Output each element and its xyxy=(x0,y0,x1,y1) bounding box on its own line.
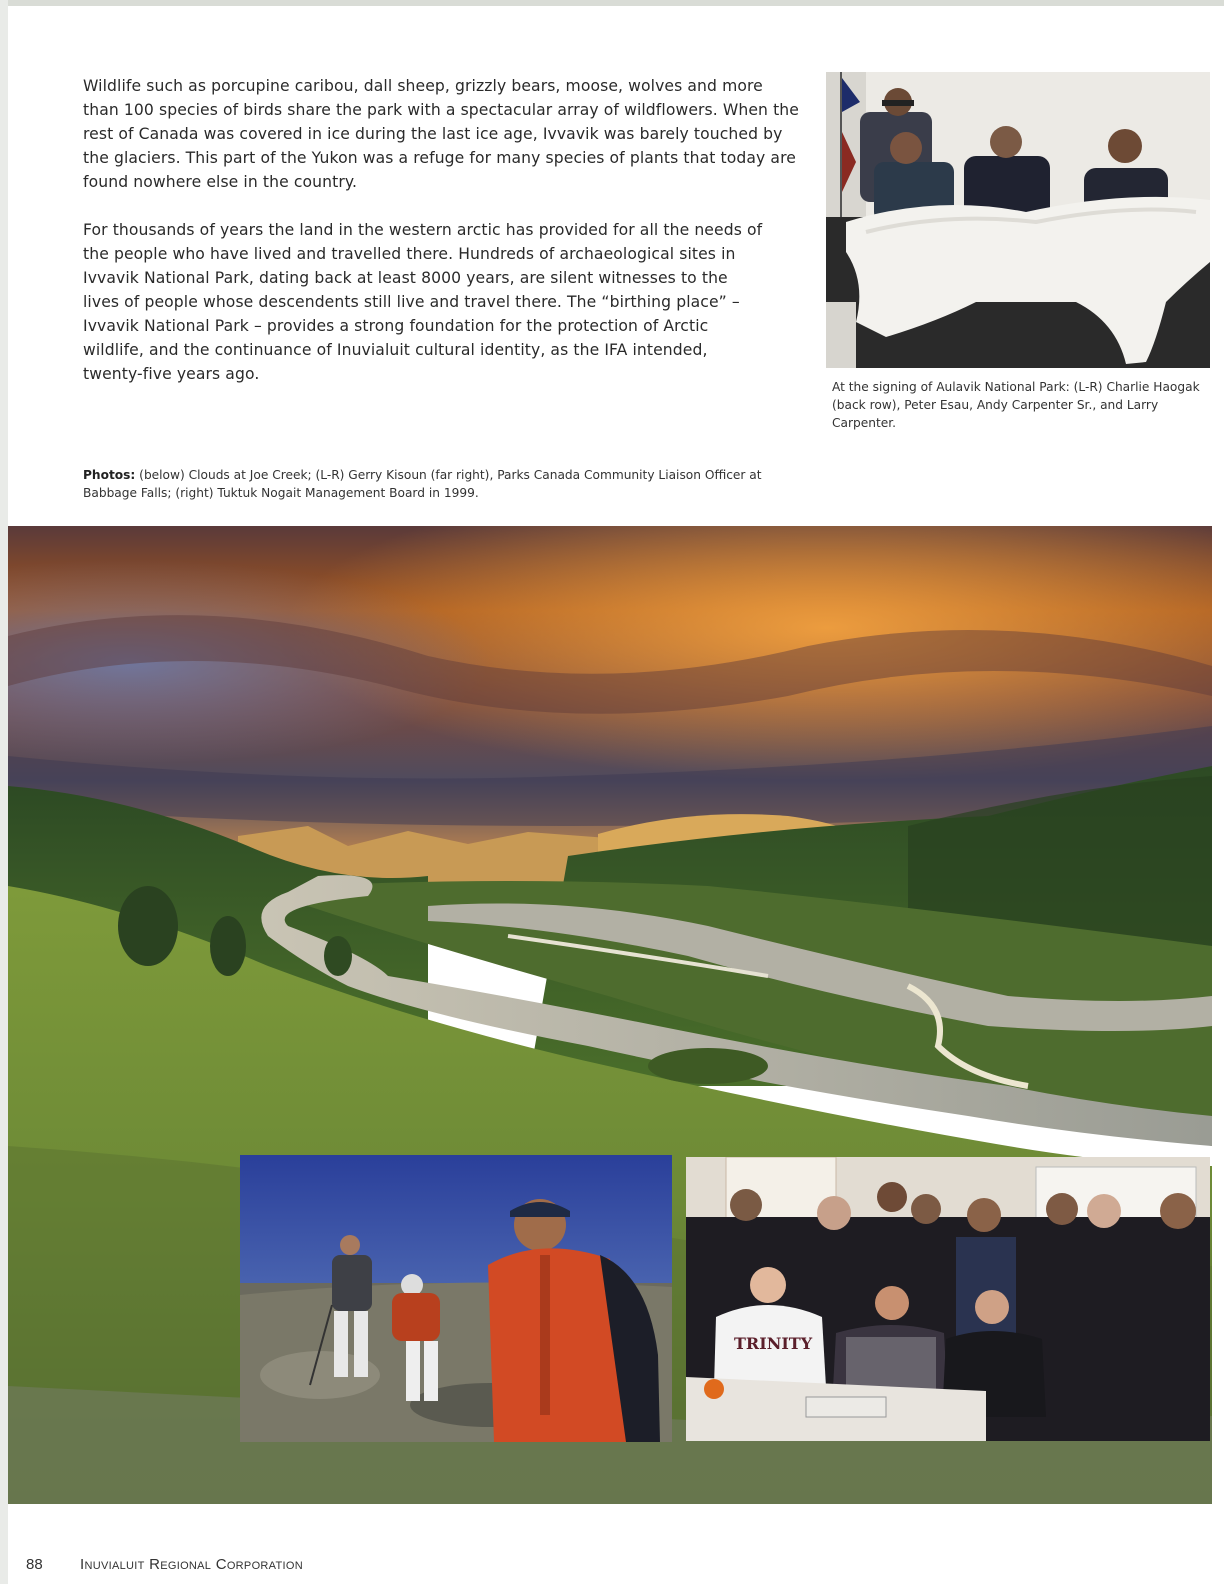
body-paragraph-history: For thousands of years the land in the western arctic has provided for all the needs of the people who have lived and travelled there. Hundreds of archaeological sites in Ivvavik National Park, dating back at least 8000 years, are silent witnesses to the lives of people whose descendents still live and travel there. The “birthing place” – Ivvavik National Park – provides a strong foundation for the protection of Arctic wildlife, and the continuance of Inuvialuit cultural identity, as the IFA intended, twenty-five years ago. xyxy=(83,221,763,383)
signing-photo-caption: At the signing of Aulavik National Park: (L-R) Charlie Haogak (back row), Peter Esau, Andy Carpenter Sr., and Larry Carpenter. xyxy=(832,380,1200,430)
photos-credit-note xyxy=(83,466,803,502)
page-footer xyxy=(26,1556,303,1573)
page-left-edge xyxy=(0,0,8,1584)
organization-name: Inuvialuit Regional Corporation xyxy=(80,1556,303,1573)
management-board-1999-photo xyxy=(686,1157,1210,1441)
babbage-falls-hikers-photo xyxy=(240,1155,672,1442)
body-paragraph-wildlife: Wildlife such as porcupine caribou, dall sheep, grizzly bears, moose, wolves and more than 100 species of birds share the park with a spectacular array of wildflowers. When the rest of Canada was covered in ice during the last ice age, Ivvavik was barely touched by the glaciers. This part of the Yukon was a refuge for many species of plants that today are found nowhere else in the country. xyxy=(83,77,799,191)
sweatshirt-text: TRINITY xyxy=(734,1334,813,1353)
photos-note-text: (below) Clouds at Joe Creek; (L-R) Gerry Kisoun (far right), Parks Canada Community Liaison Officer at Babbage Falls; (right) Tuktuk Nogait Management Board in 1999. xyxy=(83,468,762,500)
signing-photo xyxy=(826,72,1210,368)
page-top-edge xyxy=(0,0,1224,6)
photos-note-label: Photos: xyxy=(83,468,136,482)
page-number: 88 xyxy=(26,1556,43,1573)
